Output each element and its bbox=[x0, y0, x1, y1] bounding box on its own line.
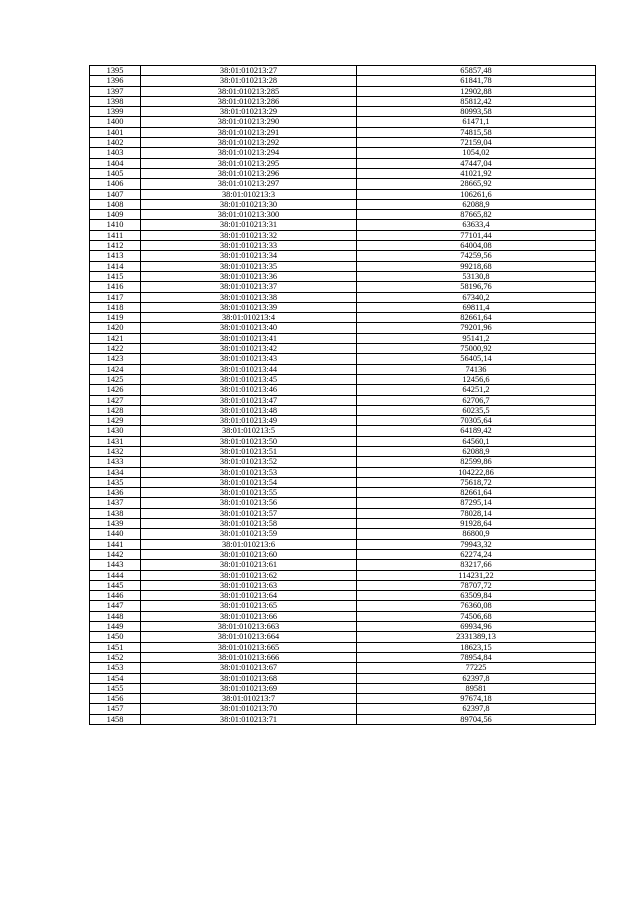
value-cell: 95141,2 bbox=[357, 333, 596, 343]
table-row bbox=[90, 241, 596, 251]
value-cell: 114231,22 bbox=[357, 570, 596, 580]
value-cell: 63633,4 bbox=[357, 220, 596, 230]
value-cell: 74815,58 bbox=[357, 127, 596, 137]
cadastral-number-cell: 38:01:010213:68 bbox=[141, 673, 357, 683]
row-number-cell: 1401 bbox=[90, 127, 141, 137]
row-number-cell: 1436 bbox=[90, 488, 141, 498]
cadastral-number-cell: 38:01:010213:71 bbox=[141, 714, 357, 724]
row-number-cell: 1446 bbox=[90, 591, 141, 601]
table-row bbox=[90, 560, 596, 570]
cadastral-number-cell: 38:01:010213:49 bbox=[141, 416, 357, 426]
row-number-cell: 1457 bbox=[90, 704, 141, 714]
value-cell: 62274,24 bbox=[357, 549, 596, 559]
row-number-cell: 1456 bbox=[90, 694, 141, 704]
table-row bbox=[90, 354, 596, 364]
table-row bbox=[90, 529, 596, 539]
row-number-cell: 1418 bbox=[90, 302, 141, 312]
row-number-cell: 1416 bbox=[90, 282, 141, 292]
value-cell: 91928,64 bbox=[357, 519, 596, 529]
value-cell: 18623,15 bbox=[357, 642, 596, 652]
cadastral-number-cell: 38:01:010213:30 bbox=[141, 199, 357, 209]
row-number-cell: 1410 bbox=[90, 220, 141, 230]
value-cell: 89581 bbox=[357, 683, 596, 693]
table-row bbox=[90, 86, 596, 96]
cadastral-number-cell: 38:01:010213:666 bbox=[141, 652, 357, 662]
row-number-cell: 1398 bbox=[90, 96, 141, 106]
value-cell: 75000,92 bbox=[357, 344, 596, 354]
row-number-cell: 1420 bbox=[90, 323, 141, 333]
row-number-cell: 1445 bbox=[90, 580, 141, 590]
value-cell: 70305,64 bbox=[357, 416, 596, 426]
table-body bbox=[90, 66, 596, 725]
value-cell: 77101,44 bbox=[357, 230, 596, 240]
cadastral-number-cell: 38:01:010213:45 bbox=[141, 374, 357, 384]
row-number-cell: 1433 bbox=[90, 457, 141, 467]
table-row bbox=[90, 271, 596, 281]
row-number-cell: 1404 bbox=[90, 158, 141, 168]
table-row bbox=[90, 570, 596, 580]
row-number-cell: 1440 bbox=[90, 529, 141, 539]
cadastral-number-cell: 38:01:010213:44 bbox=[141, 364, 357, 374]
row-number-cell: 1438 bbox=[90, 508, 141, 518]
table-row bbox=[90, 580, 596, 590]
value-cell: 106261,6 bbox=[357, 189, 596, 199]
cadastral-number-cell: 38:01:010213:47 bbox=[141, 395, 357, 405]
cadastral-number-cell: 38:01:010213:42 bbox=[141, 344, 357, 354]
cadastral-number-cell: 38:01:010213:48 bbox=[141, 405, 357, 415]
row-number-cell: 1439 bbox=[90, 519, 141, 529]
cadastral-number-cell: 38:01:010213:29 bbox=[141, 107, 357, 117]
table-row bbox=[90, 519, 596, 529]
row-number-cell: 1409 bbox=[90, 210, 141, 220]
cadastral-number-cell: 38:01:010213:50 bbox=[141, 436, 357, 446]
cadastral-number-cell: 38:01:010213:291 bbox=[141, 127, 357, 137]
table-row bbox=[90, 539, 596, 549]
table-row bbox=[90, 66, 596, 76]
row-number-cell: 1419 bbox=[90, 313, 141, 323]
cadastral-number-cell: 38:01:010213:51 bbox=[141, 446, 357, 456]
value-cell: 64189,42 bbox=[357, 426, 596, 436]
cadastral-number-cell: 38:01:010213:663 bbox=[141, 622, 357, 632]
value-cell: 1054,02 bbox=[357, 148, 596, 158]
row-number-cell: 1415 bbox=[90, 271, 141, 281]
row-number-cell: 1454 bbox=[90, 673, 141, 683]
row-number-cell: 1451 bbox=[90, 642, 141, 652]
value-cell: 12902,88 bbox=[357, 86, 596, 96]
row-number-cell: 1450 bbox=[90, 632, 141, 642]
table-row bbox=[90, 96, 596, 106]
table-row bbox=[90, 292, 596, 302]
row-number-cell: 1458 bbox=[90, 714, 141, 724]
value-cell: 62397,8 bbox=[357, 704, 596, 714]
value-cell: 74259,56 bbox=[357, 251, 596, 261]
table-row bbox=[90, 622, 596, 632]
cadastral-number-cell: 38:01:010213:39 bbox=[141, 302, 357, 312]
table-row bbox=[90, 652, 596, 662]
table-row bbox=[90, 457, 596, 467]
table-row bbox=[90, 168, 596, 178]
table-row bbox=[90, 107, 596, 117]
value-cell: 58196,76 bbox=[357, 282, 596, 292]
cadastral-number-cell: 38:01:010213:35 bbox=[141, 261, 357, 271]
table-row bbox=[90, 333, 596, 343]
value-cell: 2331389,13 bbox=[357, 632, 596, 642]
cadastral-number-cell: 38:01:010213:56 bbox=[141, 498, 357, 508]
cadastral-number-cell: 38:01:010213:297 bbox=[141, 179, 357, 189]
value-cell: 76360,08 bbox=[357, 601, 596, 611]
cadastral-number-cell: 38:01:010213:37 bbox=[141, 282, 357, 292]
table-row bbox=[90, 508, 596, 518]
row-number-cell: 1426 bbox=[90, 385, 141, 395]
value-cell: 74506,68 bbox=[357, 611, 596, 621]
value-cell: 67340,2 bbox=[357, 292, 596, 302]
row-number-cell: 1452 bbox=[90, 652, 141, 662]
table-row bbox=[90, 261, 596, 271]
table-row bbox=[90, 230, 596, 240]
row-number-cell: 1403 bbox=[90, 148, 141, 158]
row-number-cell: 1430 bbox=[90, 426, 141, 436]
value-cell: 65857,48 bbox=[357, 66, 596, 76]
row-number-cell: 1417 bbox=[90, 292, 141, 302]
table-row bbox=[90, 138, 596, 148]
row-number-cell: 1448 bbox=[90, 611, 141, 621]
table-row bbox=[90, 405, 596, 415]
value-cell: 64004,08 bbox=[357, 241, 596, 251]
value-cell: 61841,78 bbox=[357, 76, 596, 86]
row-number-cell: 1447 bbox=[90, 601, 141, 611]
cadastral-number-cell: 38:01:010213:63 bbox=[141, 580, 357, 590]
value-cell: 89704,56 bbox=[357, 714, 596, 724]
table-row bbox=[90, 591, 596, 601]
table-row bbox=[90, 364, 596, 374]
cadastral-number-cell: 38:01:010213:40 bbox=[141, 323, 357, 333]
row-number-cell: 1449 bbox=[90, 622, 141, 632]
table-row bbox=[90, 642, 596, 652]
value-cell: 62088,9 bbox=[357, 446, 596, 456]
row-number-cell: 1402 bbox=[90, 138, 141, 148]
table-row bbox=[90, 673, 596, 683]
cadastral-number-cell: 38:01:010213:65 bbox=[141, 601, 357, 611]
cadastral-number-cell: 38:01:010213:38 bbox=[141, 292, 357, 302]
row-number-cell: 1421 bbox=[90, 333, 141, 343]
row-number-cell: 1435 bbox=[90, 477, 141, 487]
value-cell: 86800,9 bbox=[357, 529, 596, 539]
row-number-cell: 1437 bbox=[90, 498, 141, 508]
cadastral-number-cell: 38:01:010213:58 bbox=[141, 519, 357, 529]
cadastral-number-cell: 38:01:010213:41 bbox=[141, 333, 357, 343]
table-row bbox=[90, 632, 596, 642]
cadastral-number-cell: 38:01:010213:70 bbox=[141, 704, 357, 714]
row-number-cell: 1432 bbox=[90, 446, 141, 456]
cadastral-number-cell: 38:01:010213:4 bbox=[141, 313, 357, 323]
table-row bbox=[90, 395, 596, 405]
row-number-cell: 1396 bbox=[90, 76, 141, 86]
table-row bbox=[90, 611, 596, 621]
value-cell: 62088,9 bbox=[357, 199, 596, 209]
value-cell: 87665,82 bbox=[357, 210, 596, 220]
row-number-cell: 1406 bbox=[90, 179, 141, 189]
cadastral-number-cell: 38:01:010213:52 bbox=[141, 457, 357, 467]
cadastral-number-cell: 38:01:010213:60 bbox=[141, 549, 357, 559]
table-row bbox=[90, 210, 596, 220]
row-number-cell: 1422 bbox=[90, 344, 141, 354]
value-cell: 64560,1 bbox=[357, 436, 596, 446]
cadastral-number-cell: 38:01:010213:46 bbox=[141, 385, 357, 395]
cadastral-number-cell: 38:01:010213:27 bbox=[141, 66, 357, 76]
value-cell: 82599,86 bbox=[357, 457, 596, 467]
table-row bbox=[90, 251, 596, 261]
cadastral-number-cell: 38:01:010213:292 bbox=[141, 138, 357, 148]
table-row bbox=[90, 683, 596, 693]
value-cell: 99218,68 bbox=[357, 261, 596, 271]
value-cell: 56405,14 bbox=[357, 354, 596, 364]
value-cell: 78028,14 bbox=[357, 508, 596, 518]
value-cell: 78707,72 bbox=[357, 580, 596, 590]
table-row bbox=[90, 189, 596, 199]
cadastral-number-cell: 38:01:010213:33 bbox=[141, 241, 357, 251]
table-row bbox=[90, 220, 596, 230]
row-number-cell: 1453 bbox=[90, 663, 141, 673]
value-cell: 78954,84 bbox=[357, 652, 596, 662]
table-row bbox=[90, 436, 596, 446]
value-cell: 28665,92 bbox=[357, 179, 596, 189]
value-cell: 47447,04 bbox=[357, 158, 596, 168]
cadastral-number-cell: 38:01:010213:295 bbox=[141, 158, 357, 168]
value-cell: 85812,42 bbox=[357, 96, 596, 106]
row-number-cell: 1423 bbox=[90, 354, 141, 364]
cadastral-number-cell: 38:01:010213:28 bbox=[141, 76, 357, 86]
cadastral-number-cell: 38:01:010213:59 bbox=[141, 529, 357, 539]
value-cell: 87295,14 bbox=[357, 498, 596, 508]
value-cell: 69934,96 bbox=[357, 622, 596, 632]
table-row bbox=[90, 704, 596, 714]
table-row bbox=[90, 601, 596, 611]
cadastral-number-cell: 38:01:010213:36 bbox=[141, 271, 357, 281]
table-row bbox=[90, 426, 596, 436]
table-row bbox=[90, 313, 596, 323]
row-number-cell: 1414 bbox=[90, 261, 141, 271]
table-row bbox=[90, 127, 596, 137]
row-number-cell: 1455 bbox=[90, 683, 141, 693]
cadastral-number-cell: 38:01:010213:285 bbox=[141, 86, 357, 96]
value-cell: 74136 bbox=[357, 364, 596, 374]
cadastral-number-cell: 38:01:010213:54 bbox=[141, 477, 357, 487]
row-number-cell: 1413 bbox=[90, 251, 141, 261]
cadastral-number-cell: 38:01:010213:57 bbox=[141, 508, 357, 518]
table-row bbox=[90, 76, 596, 86]
cadastral-number-cell: 38:01:010213:55 bbox=[141, 488, 357, 498]
table-row bbox=[90, 385, 596, 395]
table-row bbox=[90, 117, 596, 127]
cadastral-number-cell: 38:01:010213:62 bbox=[141, 570, 357, 580]
cadastral-number-cell: 38:01:010213:32 bbox=[141, 230, 357, 240]
cadastral-number-cell: 38:01:010213:6 bbox=[141, 539, 357, 549]
value-cell: 80993,58 bbox=[357, 107, 596, 117]
table-row bbox=[90, 467, 596, 477]
table-row bbox=[90, 148, 596, 158]
row-number-cell: 1397 bbox=[90, 86, 141, 96]
row-number-cell: 1399 bbox=[90, 107, 141, 117]
table-row bbox=[90, 416, 596, 426]
table-row bbox=[90, 199, 596, 209]
value-cell: 64251,2 bbox=[357, 385, 596, 395]
row-number-cell: 1405 bbox=[90, 168, 141, 178]
cadastral-number-cell: 38:01:010213:67 bbox=[141, 663, 357, 673]
value-cell: 83217,66 bbox=[357, 560, 596, 570]
table-row bbox=[90, 663, 596, 673]
row-number-cell: 1434 bbox=[90, 467, 141, 477]
cadastral-number-cell: 38:01:010213:66 bbox=[141, 611, 357, 621]
table-row bbox=[90, 158, 596, 168]
value-cell: 82661,64 bbox=[357, 488, 596, 498]
value-cell: 12456,6 bbox=[357, 374, 596, 384]
row-number-cell: 1431 bbox=[90, 436, 141, 446]
cadastral-number-cell: 38:01:010213:3 bbox=[141, 189, 357, 199]
table-row bbox=[90, 302, 596, 312]
value-cell: 53130,8 bbox=[357, 271, 596, 281]
table-row bbox=[90, 498, 596, 508]
row-number-cell: 1441 bbox=[90, 539, 141, 549]
cadastral-number-cell: 38:01:010213:290 bbox=[141, 117, 357, 127]
value-cell: 82661,64 bbox=[357, 313, 596, 323]
cadastral-number-cell: 38:01:010213:53 bbox=[141, 467, 357, 477]
cadastral-number-cell: 38:01:010213:61 bbox=[141, 560, 357, 570]
table-row bbox=[90, 446, 596, 456]
cadastral-number-cell: 38:01:010213:296 bbox=[141, 168, 357, 178]
row-number-cell: 1408 bbox=[90, 199, 141, 209]
row-number-cell: 1444 bbox=[90, 570, 141, 580]
row-number-cell: 1443 bbox=[90, 560, 141, 570]
value-cell: 72159,04 bbox=[357, 138, 596, 148]
table-row bbox=[90, 323, 596, 333]
row-number-cell: 1425 bbox=[90, 374, 141, 384]
cadastral-number-cell: 38:01:010213:664 bbox=[141, 632, 357, 642]
value-cell: 61471,1 bbox=[357, 117, 596, 127]
value-cell: 104222,86 bbox=[357, 467, 596, 477]
cadastral-number-cell: 38:01:010213:34 bbox=[141, 251, 357, 261]
value-cell: 79943,32 bbox=[357, 539, 596, 549]
row-number-cell: 1400 bbox=[90, 117, 141, 127]
table-row bbox=[90, 714, 596, 724]
cadastral-value-table bbox=[89, 65, 596, 725]
cadastral-number-cell: 38:01:010213:64 bbox=[141, 591, 357, 601]
value-cell: 62706,7 bbox=[357, 395, 596, 405]
cadastral-number-cell: 38:01:010213:7 bbox=[141, 694, 357, 704]
value-cell: 77225 bbox=[357, 663, 596, 673]
value-cell: 97674,18 bbox=[357, 694, 596, 704]
cadastral-number-cell: 38:01:010213:5 bbox=[141, 426, 357, 436]
value-cell: 69811,4 bbox=[357, 302, 596, 312]
cadastral-number-cell: 38:01:010213:286 bbox=[141, 96, 357, 106]
cadastral-number-cell: 38:01:010213:665 bbox=[141, 642, 357, 652]
cadastral-number-cell: 38:01:010213:43 bbox=[141, 354, 357, 364]
row-number-cell: 1412 bbox=[90, 241, 141, 251]
value-cell: 79201,96 bbox=[357, 323, 596, 333]
table-row bbox=[90, 179, 596, 189]
table-row bbox=[90, 488, 596, 498]
row-number-cell: 1429 bbox=[90, 416, 141, 426]
value-cell: 75618,72 bbox=[357, 477, 596, 487]
row-number-cell: 1424 bbox=[90, 364, 141, 374]
value-cell: 60235,5 bbox=[357, 405, 596, 415]
cadastral-number-cell: 38:01:010213:69 bbox=[141, 683, 357, 693]
row-number-cell: 1411 bbox=[90, 230, 141, 240]
row-number-cell: 1395 bbox=[90, 66, 141, 76]
cadastral-number-cell: 38:01:010213:31 bbox=[141, 220, 357, 230]
table-row bbox=[90, 694, 596, 704]
table-row bbox=[90, 282, 596, 292]
row-number-cell: 1427 bbox=[90, 395, 141, 405]
table-row bbox=[90, 477, 596, 487]
row-number-cell: 1407 bbox=[90, 189, 141, 199]
table-row bbox=[90, 374, 596, 384]
row-number-cell: 1428 bbox=[90, 405, 141, 415]
value-cell: 62397,8 bbox=[357, 673, 596, 683]
row-number-cell: 1442 bbox=[90, 549, 141, 559]
cadastral-number-cell: 38:01:010213:300 bbox=[141, 210, 357, 220]
value-cell: 63509,84 bbox=[357, 591, 596, 601]
value-cell: 41021,92 bbox=[357, 168, 596, 178]
table-row bbox=[90, 344, 596, 354]
table-row bbox=[90, 549, 596, 559]
cadastral-number-cell: 38:01:010213:294 bbox=[141, 148, 357, 158]
